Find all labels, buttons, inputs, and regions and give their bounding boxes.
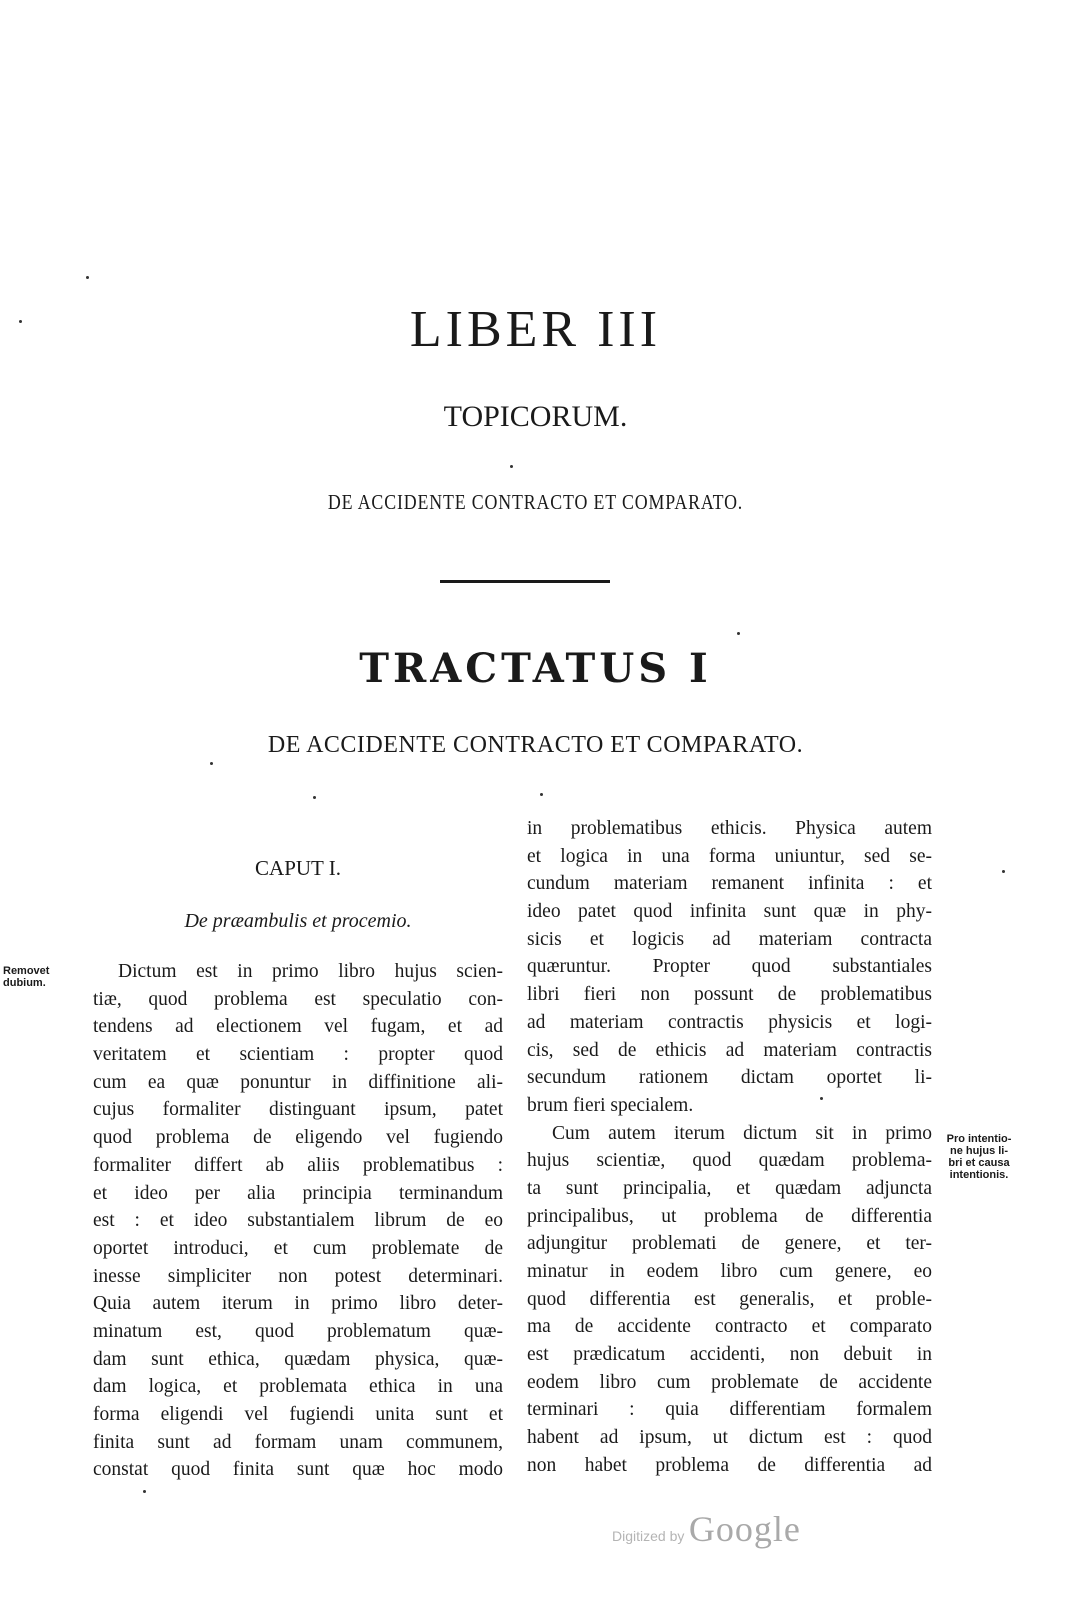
text-line: formaliter differt ab aliis problematibus : bbox=[93, 1154, 503, 1176]
text-line: sicis et logicis ad materiam contracta bbox=[527, 928, 932, 950]
text-line: libri fieri non possunt de problematibus bbox=[527, 984, 932, 1006]
scan-speck bbox=[19, 320, 22, 323]
scan-speck bbox=[86, 276, 89, 279]
text-line: brum fieri specialem. bbox=[527, 1094, 694, 1116]
book-subject: DE ACCIDENTE CONTRACTO ET COMPARATO. bbox=[327, 490, 744, 514]
text-line: terminari : quia differentiam formalem bbox=[527, 1399, 932, 1421]
text-line: quæruntur. Propter quod substantiales bbox=[527, 956, 932, 978]
text-line: et ideo per alia principia terminandum bbox=[93, 1182, 503, 1204]
right-column bbox=[527, 815, 932, 1480]
text-line: minatur in eodem libro cum genere, eo bbox=[527, 1261, 932, 1282]
scan-speck bbox=[210, 762, 213, 765]
margin-note-line: Pro intentio- bbox=[946, 1133, 1012, 1145]
text-line: cis, sed de ethicis ad materiam contractis bbox=[527, 1039, 932, 1061]
watermark-prefix: Digitized by bbox=[612, 1528, 685, 1544]
text-line: in problematibus ethicis. Physica autem bbox=[527, 818, 932, 839]
margin-note-line: dubium. bbox=[3, 977, 46, 989]
text-line: constat quod finita sunt quæ hoc modo bbox=[93, 1459, 503, 1481]
text-line: Quia autem iterum in primo libro deter- bbox=[93, 1293, 503, 1315]
scan-speck bbox=[1002, 870, 1005, 873]
text-line: veritatem et scientiam : propter quod bbox=[93, 1044, 503, 1066]
text-line: hujus scientiæ, quod quædam problema- bbox=[527, 1150, 932, 1172]
text-line: Cum autem iterum dictum sit in primo bbox=[552, 1122, 932, 1144]
tract-title: TRACTATUS I bbox=[359, 645, 712, 692]
google-logo: Google bbox=[688, 1509, 801, 1549]
chapter-number: CAPUT I. bbox=[255, 856, 341, 880]
text-line: dam sunt ethica, quædam physica, quæ- bbox=[93, 1348, 503, 1370]
text-line: habent ad ipsum, ut dictum est : quod bbox=[527, 1427, 932, 1449]
text-line: non habet problema de differentia ad bbox=[527, 1454, 932, 1476]
text-line: est : et ideo substantialem librum de eo bbox=[93, 1210, 503, 1232]
text-line: forma eligendi vel fugiendi unita sunt et bbox=[93, 1404, 503, 1425]
text-line: minatum est, quod problematum quæ- bbox=[93, 1320, 503, 1342]
text-line: dam logica, et problemata ethica in una bbox=[93, 1376, 503, 1398]
scan-speck bbox=[143, 1490, 146, 1493]
scan-speck bbox=[737, 632, 740, 635]
scan-speck bbox=[510, 465, 513, 468]
scan-speck bbox=[540, 793, 543, 796]
text-line: cujus formaliter distinguant ipsum, patet bbox=[93, 1099, 503, 1121]
text-line: ma de accidente contracto et comparato bbox=[527, 1316, 932, 1338]
chapter-title: De præambulis et procemio. bbox=[184, 910, 412, 932]
margin-note-line: ne hujus li- bbox=[949, 1145, 1009, 1157]
text-line: tiæ, quod problema est speculatio con- bbox=[93, 988, 503, 1010]
divider-rule bbox=[440, 580, 610, 583]
text-line: quod problema de eligendo vel fugiendo bbox=[93, 1127, 503, 1149]
text-line: et logica in una forma uniuntur, sed se- bbox=[527, 845, 932, 867]
margin-note-line: Removet bbox=[3, 965, 50, 977]
margin-note-left bbox=[3, 965, 83, 989]
tract-subject: DE ACCIDENTE CONTRACTO ET COMPARATO. bbox=[267, 732, 804, 758]
text-line: finita sunt ad formam unam communem, bbox=[93, 1431, 503, 1453]
text-line: quod differentia est generalis, et proble- bbox=[527, 1288, 932, 1310]
scan-speck bbox=[313, 796, 316, 799]
text-line: Dictum est in primo libro hujus scien- bbox=[118, 961, 503, 982]
work-title: TOPICORUM. bbox=[443, 400, 628, 433]
left-column bbox=[93, 958, 503, 1484]
margin-note-right bbox=[936, 1133, 1022, 1181]
text-line: inesse simpliciter non potest determinari. bbox=[93, 1265, 503, 1287]
book-title: LIBER III bbox=[409, 301, 662, 358]
text-line: tendens ad electionem vel fugam, et ad bbox=[93, 1016, 503, 1038]
text-line: est prædicatum accidenti, non debuit in bbox=[527, 1344, 932, 1366]
scan-speck bbox=[820, 1097, 823, 1100]
text-line: oportet introduci, et cum problemate de bbox=[93, 1237, 503, 1259]
text-line: ad materiam contractis physicis et logi- bbox=[527, 1011, 932, 1033]
margin-note-line: bri et causa bbox=[948, 1157, 1010, 1169]
text-line: cum ea quæ ponuntur in diffinitione ali- bbox=[93, 1071, 503, 1093]
text-line: ta sunt principalia, et quædam adjuncta bbox=[527, 1177, 932, 1199]
text-line: secundum rationem dictam oportet li- bbox=[527, 1067, 932, 1089]
text-line: cundum materiam remanent infinita : et bbox=[527, 873, 932, 895]
margin-note-line: intentionis. bbox=[949, 1169, 1009, 1181]
digitization-watermark bbox=[612, 1508, 801, 1550]
text-line: eodem libro cum problemate de accidente bbox=[527, 1371, 932, 1393]
text-line: adjungitur problemati de genere, et ter- bbox=[527, 1233, 932, 1255]
text-line: principalibus, ut problema de differentia bbox=[527, 1205, 932, 1227]
text-line: ideo patet quod infinita sunt quæ in phy- bbox=[527, 901, 932, 923]
